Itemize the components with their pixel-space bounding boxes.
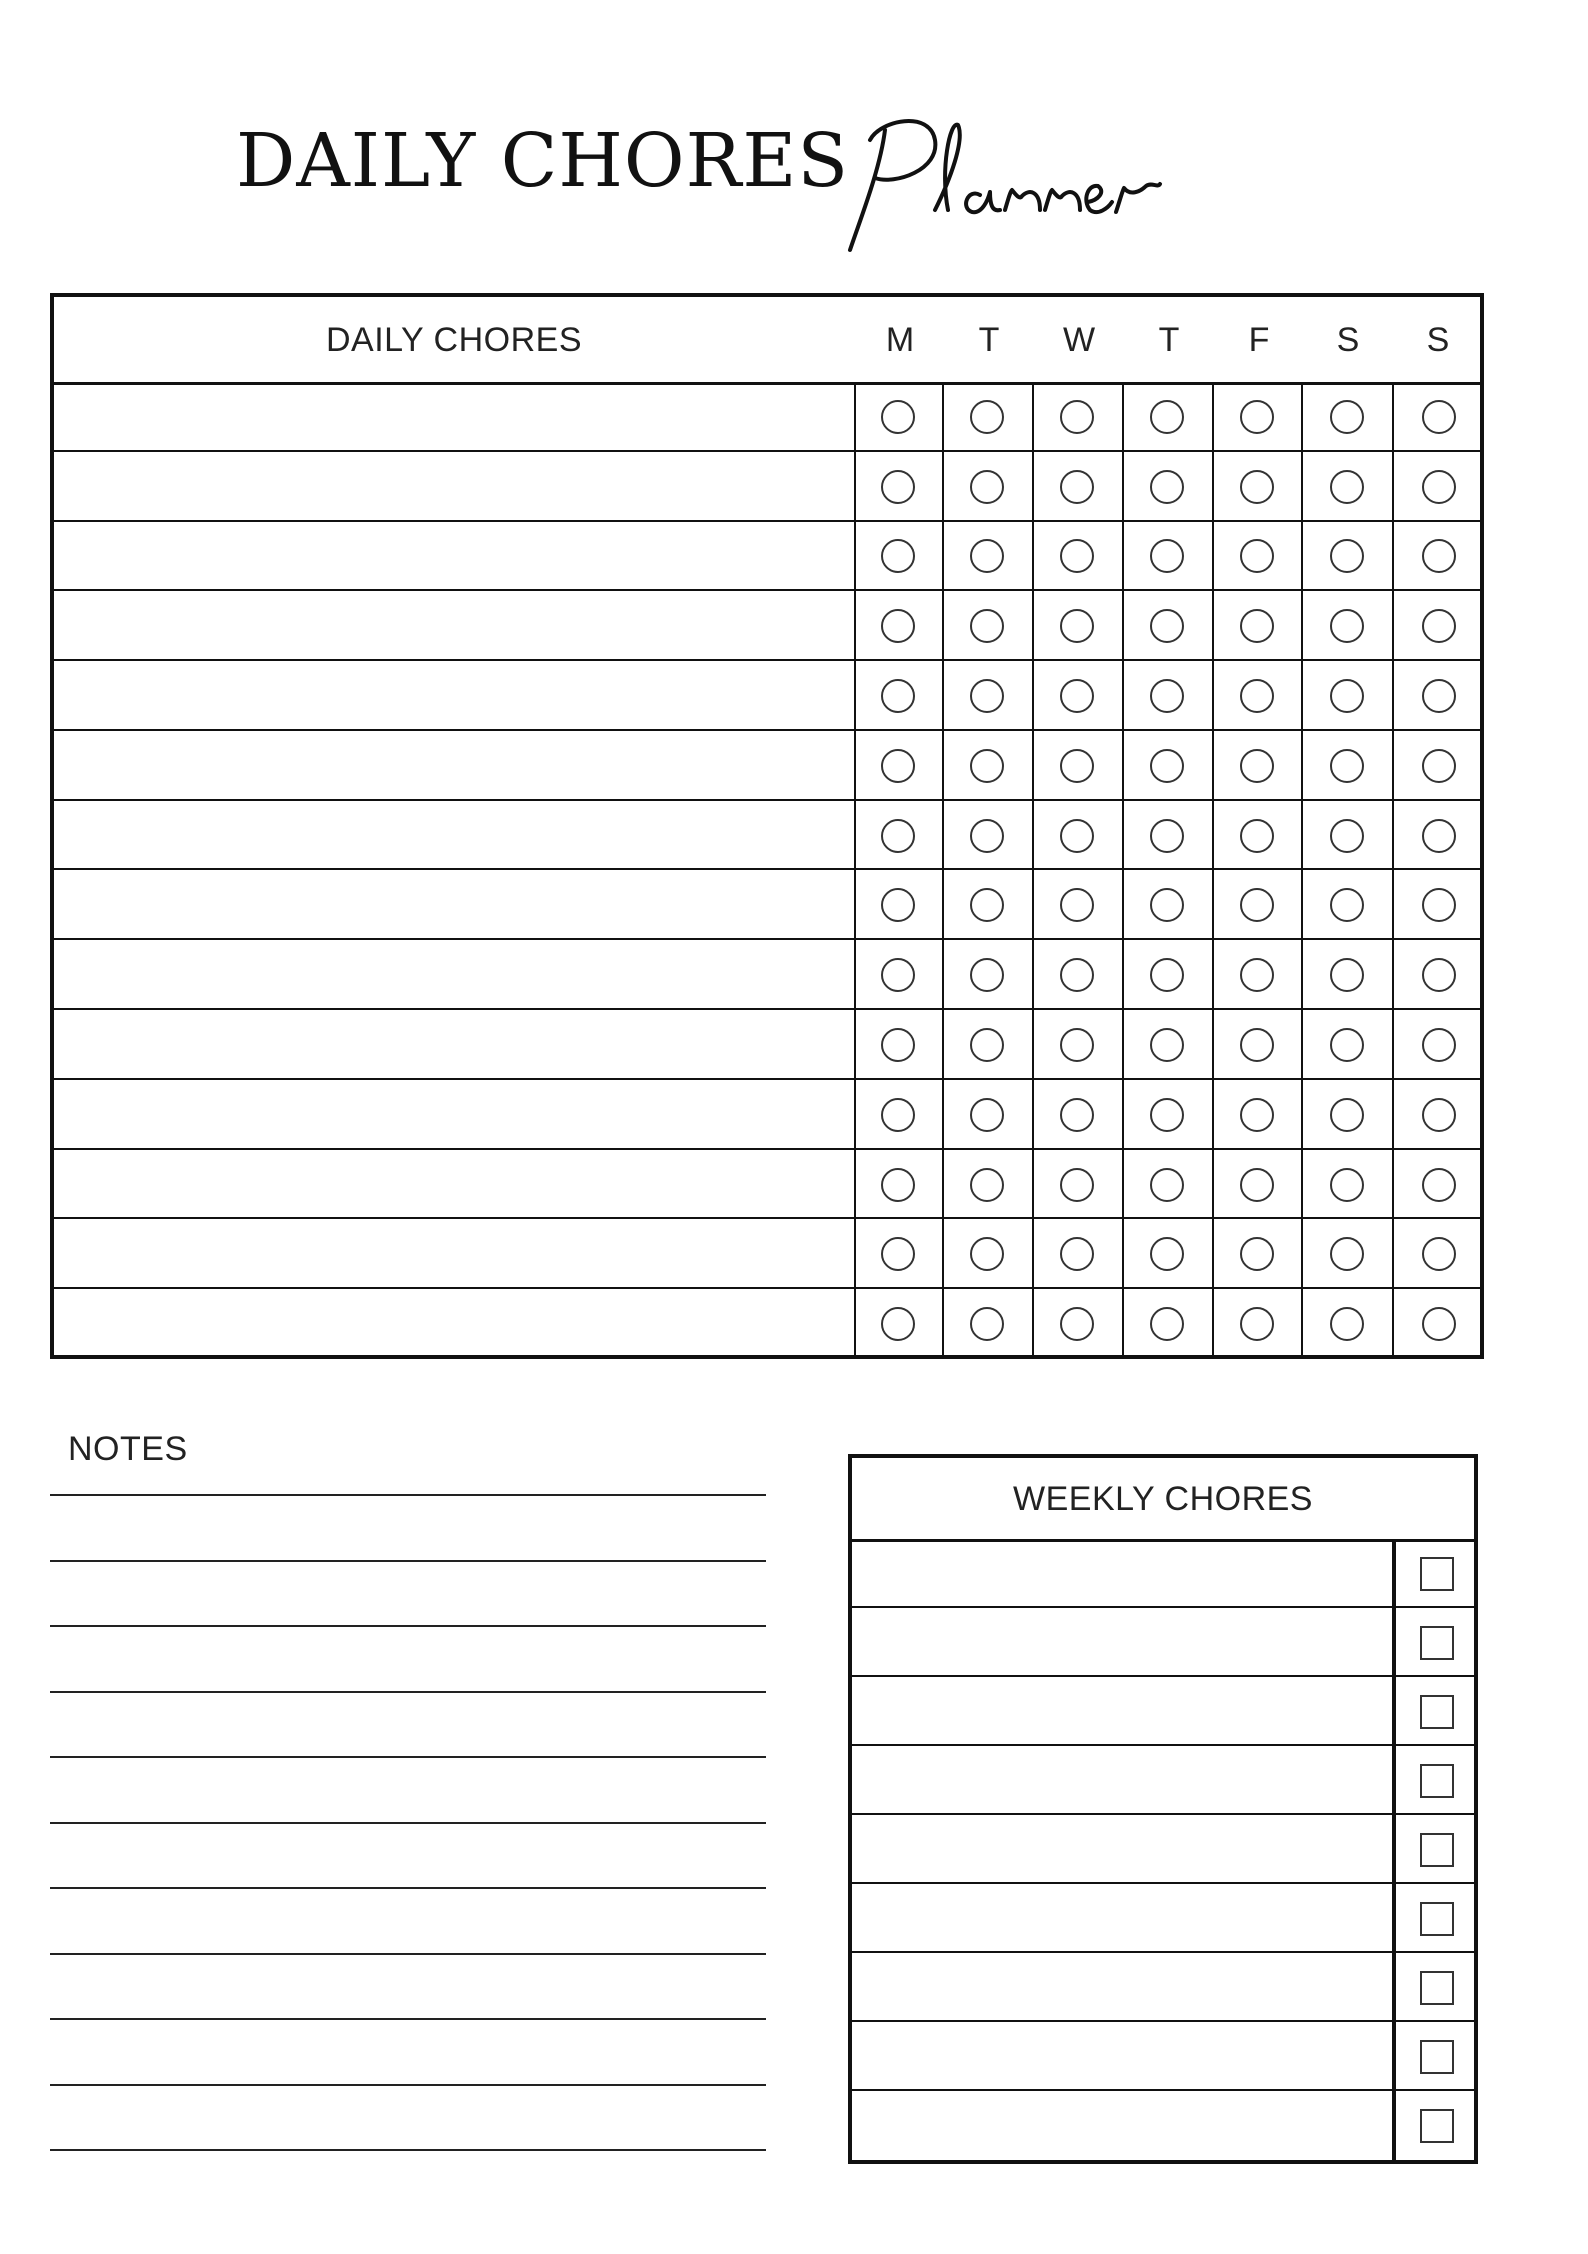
chore-write-in-field[interactable]: [54, 731, 854, 799]
day-checkbox-circle[interactable]: [1422, 1237, 1456, 1271]
day-checkbox-circle[interactable]: [1422, 1028, 1456, 1062]
weekly-chore-row[interactable]: [852, 2091, 1474, 2160]
day-checkbox-circle[interactable]: [1060, 819, 1094, 853]
chore-row: [54, 801, 1480, 871]
day-checkbox-circle[interactable]: [1060, 1307, 1094, 1341]
chore-write-in-field[interactable]: [54, 1010, 854, 1078]
day-checkbox-circle[interactable]: [1240, 958, 1274, 992]
day-checkbox-circle[interactable]: [1422, 679, 1456, 713]
day-checkbox-circle[interactable]: [1060, 1168, 1094, 1202]
day-checkbox-circle[interactable]: [1330, 1307, 1364, 1341]
chore-row: [54, 522, 1480, 592]
day-checkbox-circle[interactable]: [970, 539, 1004, 573]
notes-line[interactable]: [50, 1625, 766, 1627]
daily-chores-header: [54, 297, 1480, 385]
notes-line[interactable]: [50, 1756, 766, 1758]
notes-line[interactable]: [50, 1494, 766, 1496]
chore-write-in-field[interactable]: [54, 452, 854, 520]
day-checkbox-circle[interactable]: [1240, 749, 1274, 783]
day-checkbox-circle[interactable]: [970, 1237, 1004, 1271]
day-checkbox-circle[interactable]: [1150, 958, 1184, 992]
weekly-checkbox[interactable]: [1420, 1557, 1454, 1591]
day-checkbox-circle[interactable]: [1060, 470, 1094, 504]
day-checkbox-circle[interactable]: [1240, 1237, 1274, 1271]
day-checkbox-circle[interactable]: [1060, 609, 1094, 643]
day-checkbox-circle[interactable]: [1150, 1168, 1184, 1202]
day-checkbox-circle[interactable]: [1240, 400, 1274, 434]
column-divider: [1212, 382, 1214, 1359]
weekly-chores-rows: [852, 1539, 1474, 2160]
notes-line[interactable]: [50, 2084, 766, 2086]
day-checkbox-circle[interactable]: [970, 679, 1004, 713]
day-checkbox-circle[interactable]: [1240, 1028, 1274, 1062]
day-checkbox-circle[interactable]: [970, 888, 1004, 922]
day-checkbox-circle[interactable]: [1060, 679, 1094, 713]
checkbox-column-divider: [1392, 1539, 1396, 2160]
day-checkbox-circle[interactable]: [970, 609, 1004, 643]
column-divider: [1032, 382, 1034, 1359]
weekly-checkbox[interactable]: [1420, 1695, 1454, 1729]
chore-write-in-field[interactable]: [54, 591, 854, 659]
daily-chores-rows: [54, 382, 1480, 1359]
day-checkbox-circle[interactable]: [1150, 1028, 1184, 1062]
day-checkbox-circle[interactable]: [1150, 539, 1184, 573]
notes-line[interactable]: [50, 1887, 766, 1889]
weekly-chore-row[interactable]: [852, 1884, 1474, 1953]
day-checkbox-circle[interactable]: [1422, 1168, 1456, 1202]
day-checkbox-circle[interactable]: [1330, 400, 1364, 434]
day-checkbox-circle[interactable]: [881, 749, 915, 783]
day-checkbox-circle[interactable]: [881, 1028, 915, 1062]
column-divider: [1122, 382, 1124, 1359]
day-checkbox-circle[interactable]: [1060, 888, 1094, 922]
weekly-chores-heading: WEEKLY CHORES: [1013, 1480, 1313, 1518]
day-checkbox-circle[interactable]: [881, 1307, 915, 1341]
column-divider: [1392, 382, 1394, 1359]
day-checkbox-circle[interactable]: [1422, 958, 1456, 992]
day-checkbox-circle[interactable]: [1330, 819, 1364, 853]
day-checkbox-circle[interactable]: [1060, 1028, 1094, 1062]
day-checkbox-circle[interactable]: [1150, 400, 1184, 434]
notes-heading: NOTES: [68, 1430, 188, 1468]
day-checkbox-circle[interactable]: [1422, 609, 1456, 643]
day-checkbox-circle[interactable]: [881, 888, 915, 922]
weekly-checkbox[interactable]: [1420, 1971, 1454, 2005]
page-header: [0, 90, 1588, 290]
chore-row: [54, 871, 1480, 941]
weekly-chores-header: [852, 1458, 1474, 1542]
chore-row: [54, 1080, 1480, 1150]
day-checkbox-circle[interactable]: [881, 679, 915, 713]
day-checkbox-circle[interactable]: [1060, 539, 1094, 573]
column-divider: [942, 382, 944, 1359]
day-checkbox-circle[interactable]: [1330, 888, 1364, 922]
day-checkbox-circle[interactable]: [1330, 609, 1364, 643]
chore-row: [54, 1150, 1480, 1220]
weekly-chore-row[interactable]: [852, 1608, 1474, 1677]
day-checkbox-circle[interactable]: [1240, 1307, 1274, 1341]
day-checkbox-circle[interactable]: [881, 539, 915, 573]
notes-line[interactable]: [50, 1560, 766, 1562]
notes-line[interactable]: [50, 1953, 766, 1955]
chore-row: [54, 452, 1480, 522]
day-label-wednesday: W: [1062, 321, 1096, 359]
day-checkbox-circle[interactable]: [881, 1237, 915, 1271]
column-divider: [1301, 382, 1303, 1359]
chore-row: [54, 382, 1480, 452]
day-checkbox-circle[interactable]: [970, 819, 1004, 853]
day-checkbox-circle[interactable]: [970, 470, 1004, 504]
day-checkbox-circle[interactable]: [881, 609, 915, 643]
day-checkbox-circle[interactable]: [1240, 888, 1274, 922]
weekly-checkbox[interactable]: [1420, 1833, 1454, 1867]
notes-line[interactable]: [50, 1691, 766, 1693]
day-checkbox-circle[interactable]: [1422, 539, 1456, 573]
weekly-chore-row[interactable]: [852, 1746, 1474, 1815]
day-checkbox-circle[interactable]: [1240, 1098, 1274, 1132]
weekly-checkbox[interactable]: [1420, 1902, 1454, 1936]
day-checkbox-circle[interactable]: [1150, 749, 1184, 783]
day-checkbox-circle[interactable]: [881, 958, 915, 992]
day-checkbox-circle[interactable]: [1240, 819, 1274, 853]
day-checkbox-circle[interactable]: [1150, 1237, 1184, 1271]
day-checkbox-circle[interactable]: [1150, 609, 1184, 643]
day-checkbox-circle[interactable]: [1330, 470, 1364, 504]
chore-write-in-field[interactable]: [54, 801, 854, 869]
day-checkbox-circle[interactable]: [1330, 679, 1364, 713]
day-checkbox-circle[interactable]: [1330, 1168, 1364, 1202]
day-checkbox-circle[interactable]: [1422, 888, 1456, 922]
day-checkbox-circle[interactable]: [1150, 679, 1184, 713]
chore-row: [54, 1289, 1480, 1359]
day-checkbox-circle[interactable]: [970, 1098, 1004, 1132]
day-checkbox-circle[interactable]: [1330, 1237, 1364, 1271]
weekly-chore-row[interactable]: [852, 1677, 1474, 1746]
chore-write-in-field[interactable]: [54, 940, 854, 1008]
chore-row: [54, 940, 1480, 1010]
day-checkbox-circle[interactable]: [1330, 749, 1364, 783]
weekly-chore-row[interactable]: [852, 2022, 1474, 2091]
chore-write-in-field[interactable]: [54, 661, 854, 729]
script-title: [840, 100, 1240, 260]
day-checkbox-circle[interactable]: [1240, 1168, 1274, 1202]
chore-row: [54, 591, 1480, 661]
script-title-lettering: [840, 100, 1240, 260]
day-checkbox-circle[interactable]: [881, 470, 915, 504]
chore-write-in-field[interactable]: [54, 1150, 854, 1218]
day-checkbox-circle[interactable]: [1240, 470, 1274, 504]
day-checkbox-circle[interactable]: [970, 958, 1004, 992]
chore-write-in-field[interactable]: [54, 382, 854, 450]
weekly-chore-row[interactable]: [852, 1953, 1474, 2022]
daily-chores-table: [50, 293, 1484, 1359]
day-checkbox-circle[interactable]: [881, 1098, 915, 1132]
day-checkbox-circle[interactable]: [970, 400, 1004, 434]
day-checkbox-circle[interactable]: [1150, 470, 1184, 504]
day-checkbox-circle[interactable]: [1060, 1237, 1094, 1271]
day-checkbox-circle[interactable]: [970, 1168, 1004, 1202]
weekly-checkbox[interactable]: [1420, 2109, 1454, 2143]
day-checkbox-circle[interactable]: [1422, 470, 1456, 504]
day-checkbox-circle[interactable]: [1060, 400, 1094, 434]
day-label-monday: M: [885, 321, 915, 359]
day-checkbox-circle[interactable]: [881, 400, 915, 434]
day-checkbox-circle[interactable]: [881, 819, 915, 853]
day-checkbox-circle[interactable]: [1330, 1098, 1364, 1132]
notes-line[interactable]: [50, 1822, 766, 1824]
chore-row: [54, 1010, 1480, 1080]
day-checkbox-circle[interactable]: [1330, 1028, 1364, 1062]
day-checkbox-circle[interactable]: [1060, 958, 1094, 992]
weekly-checkbox[interactable]: [1420, 1626, 1454, 1660]
page-title: DAILY CHORES: [236, 118, 850, 204]
notes-line[interactable]: [50, 2149, 766, 2151]
chore-write-in-field[interactable]: [54, 871, 854, 939]
day-checkbox-circle[interactable]: [1422, 1307, 1456, 1341]
day-checkbox-circle[interactable]: [1422, 819, 1456, 853]
chore-row: [54, 731, 1480, 801]
day-checkbox-circle[interactable]: [1240, 679, 1274, 713]
chore-write-in-field[interactable]: [54, 1080, 854, 1148]
day-checkbox-circle[interactable]: [1150, 819, 1184, 853]
day-checkbox-circle[interactable]: [1060, 749, 1094, 783]
day-checkbox-circle[interactable]: [1422, 1098, 1456, 1132]
weekly-checkbox[interactable]: [1420, 1764, 1454, 1798]
notes-line[interactable]: [50, 2018, 766, 2020]
chore-write-in-field[interactable]: [54, 522, 854, 590]
day-checkbox-circle[interactable]: [970, 1307, 1004, 1341]
day-checkbox-circle[interactable]: [1422, 400, 1456, 434]
daily-chores-heading: DAILY CHORES: [325, 321, 583, 359]
day-checkbox-circle[interactable]: [1150, 1307, 1184, 1341]
day-label-friday: F: [1248, 321, 1270, 359]
weekly-checkbox[interactable]: [1420, 2040, 1454, 2074]
day-checkbox-circle[interactable]: [1150, 1098, 1184, 1132]
chore-write-in-field[interactable]: [54, 1289, 854, 1359]
day-checkbox-circle[interactable]: [1240, 539, 1274, 573]
day-checkbox-circle[interactable]: [1060, 1098, 1094, 1132]
day-label-saturday: S: [1336, 321, 1360, 359]
day-checkbox-circle[interactable]: [970, 1028, 1004, 1062]
weekly-chores-table: [848, 1454, 1478, 2164]
weekly-chore-row[interactable]: [852, 1539, 1474, 1608]
day-checkbox-circle[interactable]: [1330, 958, 1364, 992]
day-label-tuesday: T: [978, 321, 1000, 359]
day-checkbox-circle[interactable]: [970, 749, 1004, 783]
day-label-thursday: T: [1158, 321, 1180, 359]
day-checkbox-circle[interactable]: [1422, 749, 1456, 783]
day-checkbox-circle[interactable]: [1330, 539, 1364, 573]
chore-row: [54, 1219, 1480, 1289]
day-checkbox-circle[interactable]: [1150, 888, 1184, 922]
day-label-sunday: S: [1426, 321, 1450, 359]
chore-write-in-field[interactable]: [54, 1219, 854, 1287]
column-divider: [854, 382, 856, 1359]
day-checkbox-circle[interactable]: [1240, 609, 1274, 643]
chore-row: [54, 661, 1480, 731]
weekly-chore-row[interactable]: [852, 1815, 1474, 1884]
day-checkbox-circle[interactable]: [881, 1168, 915, 1202]
